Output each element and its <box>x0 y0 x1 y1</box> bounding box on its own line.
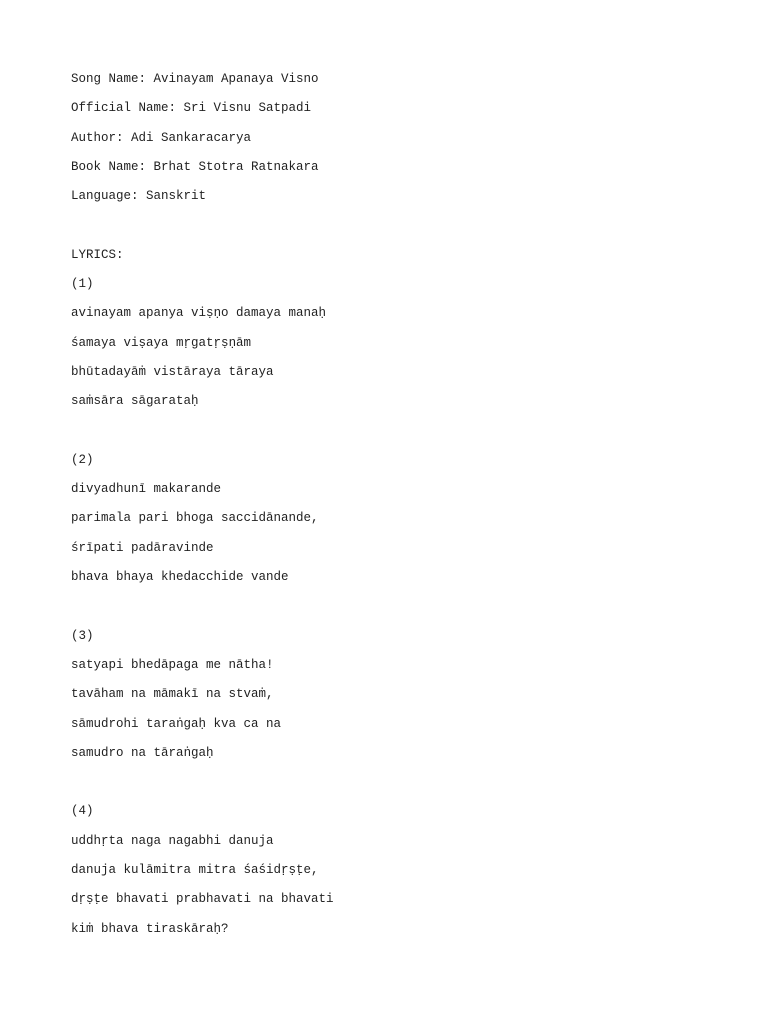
verse-line: bhava bhaya khedacchide vande <box>71 570 289 585</box>
verse-line: tavāham na māmakī na stvaṁ, <box>71 687 274 702</box>
blank-line <box>71 598 731 627</box>
book-name: Book Name: Brhat Stotra Ratnakara <box>71 159 319 174</box>
blank-line <box>71 774 731 803</box>
blank-line <box>71 423 731 452</box>
document-page <box>71 71 731 950</box>
author: Author: Adi Sankaracarya <box>71 130 252 145</box>
verse-line: satyapi bhedāpaga me nātha! <box>71 657 274 672</box>
verse-number: (2) <box>71 452 94 467</box>
verse-number: (3) <box>71 628 94 643</box>
verse-line: uddhṛta naga nagabhi danuja <box>71 833 274 848</box>
lyrics-heading: LYRICS: <box>71 247 124 262</box>
verse-line: śrīpati padāravinde <box>71 540 214 555</box>
verse-line: parimala pari bhoga saccidānande, <box>71 511 319 526</box>
verse-line: saṁsāra sāgarataḥ <box>71 394 199 409</box>
verse-4 <box>71 803 731 949</box>
verse-line: avinayam apanya viṣṇo damaya manaḥ <box>71 306 327 321</box>
verse-3 <box>71 628 731 774</box>
song-name: Song Name: Avinayam Apanaya Visno <box>71 72 319 86</box>
verse-line: danuja kulāmitra mitra śaśidṛṣṭe, <box>71 863 319 878</box>
blank-line <box>71 217 731 246</box>
verse-1 <box>71 276 731 422</box>
verse-line: śamaya viṣaya mṛgatṛṣṇām <box>71 335 252 350</box>
verse-2 <box>71 452 731 598</box>
verse-line: divyadhunī makarande <box>71 482 222 497</box>
verse-line: samudro na tāraṅgaḥ <box>71 745 214 760</box>
official-name: Official Name: Sri Visnu Satpadi <box>71 101 312 116</box>
verse-number: (1) <box>71 277 94 292</box>
verse-line: kiṁ bhava tiraskāraḥ? <box>71 921 229 936</box>
verse-line: sāmudrohi taraṅgaḥ kva ca na <box>71 716 282 731</box>
verse-number: (4) <box>71 804 94 819</box>
verse-line: dṛṣṭe bhavati prabhavati na bhavati <box>71 892 334 907</box>
language: Language: Sanskrit <box>71 189 207 204</box>
verse-line: bhūtadayāṁ vistāraya tāraya <box>71 364 274 379</box>
